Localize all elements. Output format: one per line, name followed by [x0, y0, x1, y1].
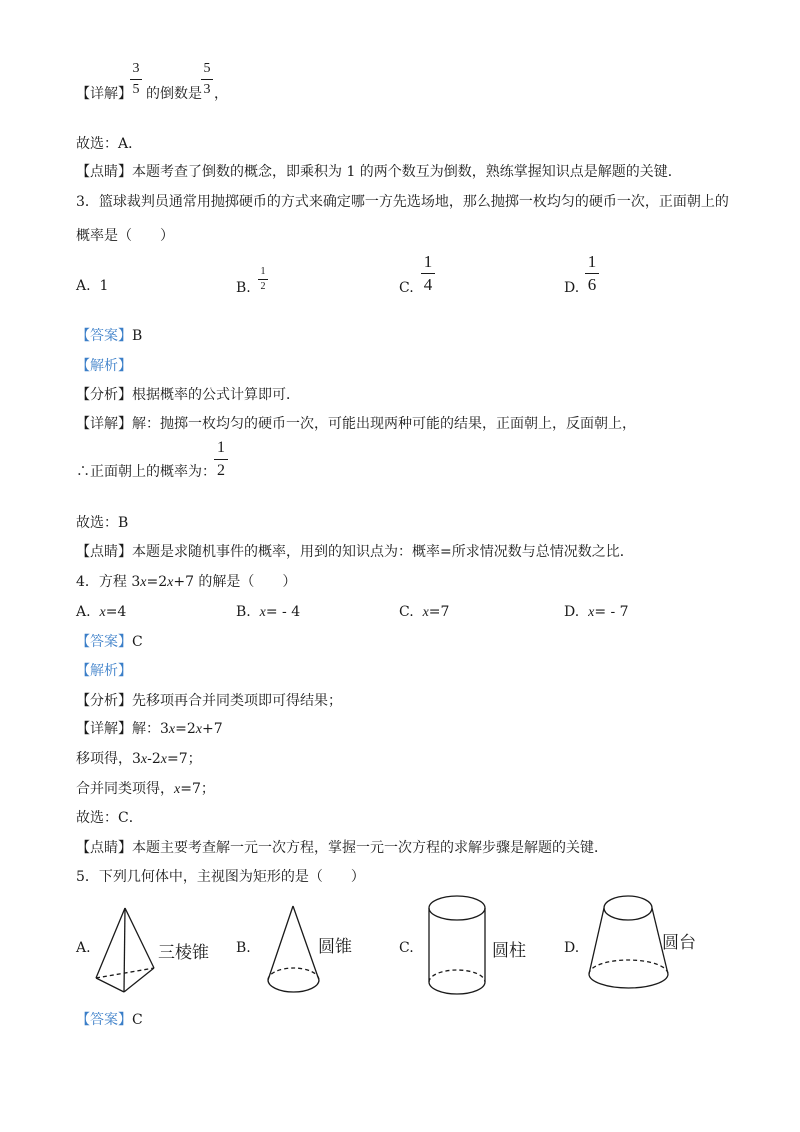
- q4-stem: 4．方程 3x=2x+7 的解是（ ）: [76, 574, 297, 590]
- q3-stem-line1: 3．篮球裁判员通常用抛掷硬币的方式来确定哪一方先选场地，那么抛掷一枚均匀的硬币一次，正面朝上的: [76, 194, 729, 210]
- q4-step1: 移项得，3x-2x=7；: [76, 751, 202, 767]
- q5-option-c-letter: C.: [399, 940, 414, 956]
- q2-detail-line: [76, 84, 132, 104]
- q4-comment: 【点睛】本题主要考查解一元一次方程，掌握一元一次方程的求解步骤是解题的关键．: [76, 840, 608, 856]
- q3-comment: 【点睛】本题是求随机事件的概率，用到的知识点为：概率=所求情况数与总情况数之比．: [76, 544, 634, 560]
- q3-therefore: ∴正面朝上的概率为：: [76, 464, 216, 480]
- q4-detail: 【详解】解：3x=2x+7: [76, 721, 223, 737]
- q3-detail: 【详解】解：抛掷一枚均匀的硬币一次，可能出现两种可能的结果，正面朝上，反面朝上，: [76, 416, 636, 432]
- q2-detail-mid: 的倒数是: [146, 86, 202, 102]
- q4-option-c: C. x=7: [399, 604, 450, 620]
- q3-option-b-letter: B.: [236, 280, 251, 296]
- q5-stem: 5．下列几何体中，主视图为矩形的是（ ）: [76, 869, 365, 885]
- triangular-pyramid-figure: [94, 906, 156, 996]
- cylinder-figure: [426, 894, 488, 1000]
- q3-option-b-fraction: 1 2: [258, 266, 268, 293]
- frustum-figure: [586, 894, 672, 998]
- q3-stem-line2: 概率是（ ）: [76, 228, 174, 244]
- q4-fenxi: 【分析】先移项再合并同类项即可得结果；: [76, 693, 342, 709]
- q5-option-a-letter: A.: [76, 940, 91, 956]
- q4-option-b: B. x= - 4: [236, 604, 301, 620]
- detail-tag: 【详解】: [76, 86, 132, 102]
- q3-option-a: A. 1: [76, 278, 109, 294]
- q4-analysis-tag: 【解析】: [76, 663, 132, 679]
- q3-probability-fraction: 1 2: [214, 438, 228, 481]
- q5-option-d-letter: D.: [564, 940, 580, 956]
- q4-option-a: A. x=4: [76, 604, 127, 620]
- fraction-3-5: 3 5: [130, 60, 142, 99]
- comment-tag: 【点睛】: [76, 164, 132, 180]
- q3-answer: 【答案】B: [76, 328, 143, 344]
- q5-answer: 【答案】C: [76, 1012, 143, 1028]
- cone-figure: [264, 904, 324, 996]
- answer-tag: 【答案】: [76, 328, 132, 344]
- q4-choice: 故选：C．: [76, 810, 143, 826]
- q3-fenxi: 【分析】根据概率的公式计算即可．: [76, 387, 300, 403]
- fraction-5-3: 5 3: [201, 60, 213, 99]
- q3-option-d-letter: D.: [564, 280, 580, 296]
- q3-option-c-fraction: 1 4: [421, 252, 435, 295]
- q2-detail-end: ，: [214, 86, 228, 102]
- q4-option-d: D. x= - 7: [564, 604, 629, 620]
- q3-choice: 故选：B: [76, 515, 129, 531]
- q4-answer: 【答案】C: [76, 634, 143, 650]
- q5-option-c-label: 圆柱: [492, 941, 526, 961]
- q4-step2: 合并同类项得，x=7；: [76, 781, 215, 797]
- q3-analysis-tag: 【解析】: [76, 358, 132, 374]
- q5-option-d-label: 圆台: [662, 933, 696, 953]
- q5-option-a-label: 三棱锥: [158, 943, 209, 963]
- q2-choice: 故选：A．: [76, 136, 143, 152]
- q3-option-d-fraction: 1 6: [585, 252, 599, 295]
- q2-comment: 【点睛】本题考查了倒数的概念，即乘积为 1 的两个数互为倒数，熟练掌握知识点是解题的关键．: [76, 164, 682, 180]
- q5-option-b-letter: B.: [236, 940, 251, 956]
- q3-option-c-letter: C.: [399, 280, 414, 296]
- q5-option-b-label: 圆锥: [318, 937, 352, 957]
